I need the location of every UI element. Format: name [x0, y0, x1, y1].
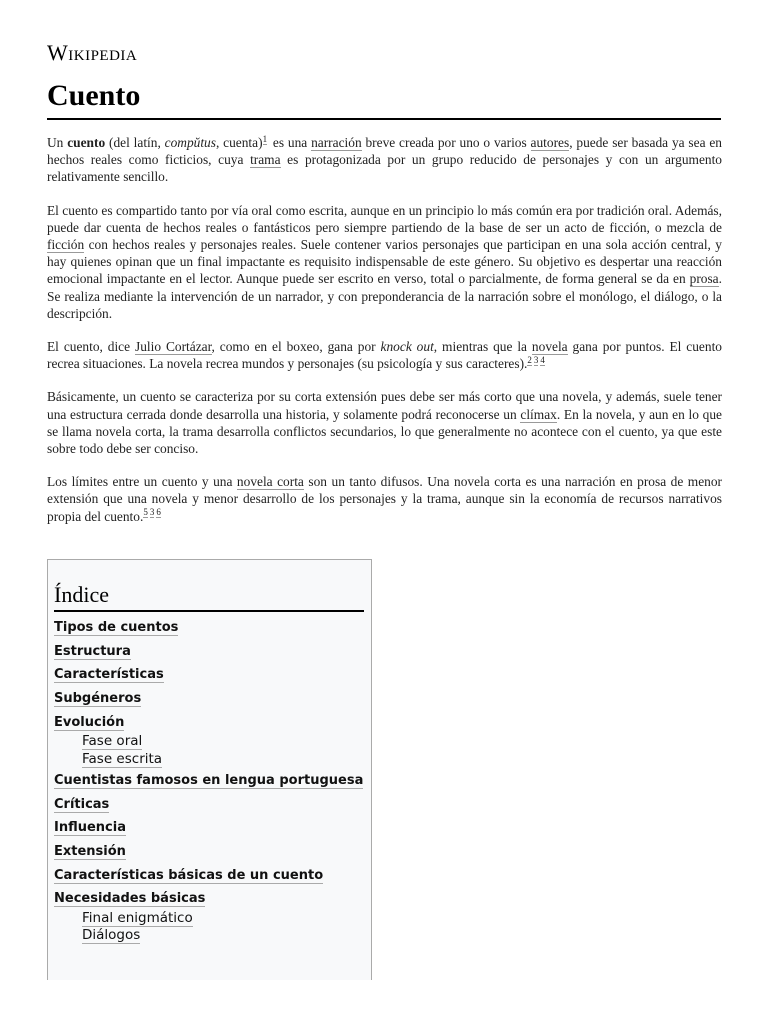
toc-title: Índice: [54, 582, 364, 612]
toc-item[interactable]: [54, 868, 368, 884]
toc-item-label[interactable]: Cuentistas famosos en lengua portuguesa: [54, 772, 364, 788]
text: Los límites entre un cuento y una: [47, 474, 237, 490]
toc-subitem-label[interactable]: Fase oral: [82, 733, 143, 750]
italic-term: compŭtus: [164, 135, 216, 150]
link-climax[interactable]: clímax: [520, 406, 557, 422]
toc-subitem-label[interactable]: Final enigmático: [82, 909, 193, 926]
ref-link[interactable]: 6: [156, 507, 161, 518]
text: . Se realiza mediante la intervención de un narrador, y con preponderancia de la narración sobre el monólogo, el diálogo, o la descripción.: [47, 271, 722, 321]
toc-item-label[interactable]: Necesidades básicas: [54, 891, 206, 907]
link-trama[interactable]: trama: [250, 152, 281, 168]
wikipedia-logo[interactable]: Wikipedia: [47, 40, 138, 65]
text: El cuento es compartido tanto por vía oral como escrita, aunque en un principio lo más común era por tradición oral. Además, puede dar cuenta de hechos reales o fantásticos pero siempre partiendo de la base de ser un acto de ficción, o mezcla de: [47, 202, 722, 235]
link-prosa[interactable]: prosa: [689, 271, 719, 287]
paragraph-2: [47, 202, 722, 322]
toc-subitem[interactable]: [82, 751, 368, 767]
ref-link[interactable]: 5: [143, 507, 148, 518]
toc-subitem[interactable]: [82, 733, 368, 749]
page-title: Cuento: [47, 78, 721, 120]
toc-item[interactable]: [54, 820, 368, 836]
article-body: [47, 134, 722, 541]
paragraph-4: [47, 388, 722, 457]
toc-item-label[interactable]: Extensión: [54, 843, 126, 859]
toc-subitem[interactable]: [82, 927, 368, 943]
text: breve creada por uno o varios: [361, 135, 531, 150]
link-ficcion[interactable]: ficción: [47, 237, 85, 253]
text: (del latín,: [105, 135, 165, 150]
link-autores[interactable]: autores: [530, 135, 570, 150]
text: , cuenta): [215, 135, 263, 150]
toc-subitem-label[interactable]: Diálogos: [82, 927, 141, 944]
ref-link[interactable]: 3: [533, 354, 539, 365]
text: , puede ser basada ya sea en hechos reales como ficticios, cuya: [47, 135, 722, 168]
link-narracion[interactable]: narración: [311, 135, 362, 150]
toc-item-label[interactable]: Subgéneros: [54, 691, 142, 707]
text: Básicamente, un cuento se caracteriza por su corta extensión pues debe ser más corto que una novela, y además, suele tener una estructura cerrada donde desarrolla una historia, y solamente podrá reconocerse un: [47, 389, 722, 422]
text: son un tanto difusos. Una novela corta es una narración en prosa de menor extensión que una novela y menor desarrollo de los personajes y la trama, aunque sin la economía de recursos narrativos propia del cuento.: [47, 474, 722, 524]
toc-item[interactable]: [54, 797, 368, 813]
bold-term: cuento: [67, 135, 106, 150]
link-julio-cortazar[interactable]: Julio Cortázar: [135, 339, 212, 355]
paragraph-3: [47, 338, 722, 372]
toc-list: [54, 620, 368, 943]
ref-link[interactable]: 4: [540, 354, 545, 365]
toc-item-label[interactable]: Características básicas de un cuento: [54, 867, 324, 883]
text: . En la novela, y aun en lo que se llama novela corta, la trama desarrolla conflictos secundarios, lo que generalmente no acontece con el cuento, ya que este sobre todo debe ser conciso.: [47, 406, 722, 457]
toc-item-label[interactable]: Evolución: [54, 714, 125, 730]
toc-item-label[interactable]: Estructura: [54, 643, 131, 659]
text: gana por puntos. El cuento recrea situaciones. La novela recrea mundos y personajes (su psicología y sus caracteres).: [47, 339, 722, 372]
toc-item[interactable]: [54, 891, 368, 907]
toc-item[interactable]: [54, 844, 368, 860]
paragraph-1: [47, 134, 722, 186]
toc-item[interactable]: [54, 667, 368, 683]
toc-item[interactable]: [54, 773, 368, 789]
toc-subitem-label[interactable]: Fase escrita: [82, 750, 163, 767]
toc-subitem[interactable]: [82, 910, 368, 926]
text: con hechos reales y personajes reales. Suele contener varios personajes que participan en una sola acción central, y hay quienes opinan que un final impactante es requisito indispensable de este género. Su objetivo es despertar una reacción emocional impactante en el lector. Aunque puede ser escrito en verso, total o parcialmente, de forma general se da en: [47, 237, 722, 287]
toc-item-label[interactable]: Tipos de cuentos: [54, 620, 179, 635]
text: Un: [47, 135, 68, 150]
ref-link[interactable]: 2: [527, 354, 532, 365]
link-novela[interactable]: novela: [531, 339, 568, 355]
text: es protagonizada por un grupo reducido de personajes y con un argumento relativamente sencillo.: [47, 152, 722, 185]
link-novela-corta[interactable]: novela corta: [236, 474, 304, 490]
italic-term: knock out: [380, 339, 434, 355]
table-of-contents: [47, 559, 372, 980]
toc-item[interactable]: [54, 644, 368, 660]
text: El cuento, dice: [47, 339, 135, 355]
toc-item-label[interactable]: Críticas: [54, 796, 110, 812]
toc-item-label[interactable]: Influencia: [54, 820, 126, 836]
text: , como en el boxeo, gana por: [211, 339, 381, 355]
ref-link[interactable]: 3: [149, 507, 155, 518]
toc-item[interactable]: [54, 715, 368, 731]
text: es una: [269, 135, 312, 150]
toc-item[interactable]: [54, 691, 368, 707]
paragraph-5: [47, 473, 722, 525]
text: , mientras que la: [433, 339, 532, 355]
ref-link[interactable]: 1: [262, 133, 268, 144]
toc-item-label[interactable]: Características: [54, 667, 164, 683]
toc-item[interactable]: [54, 620, 368, 636]
